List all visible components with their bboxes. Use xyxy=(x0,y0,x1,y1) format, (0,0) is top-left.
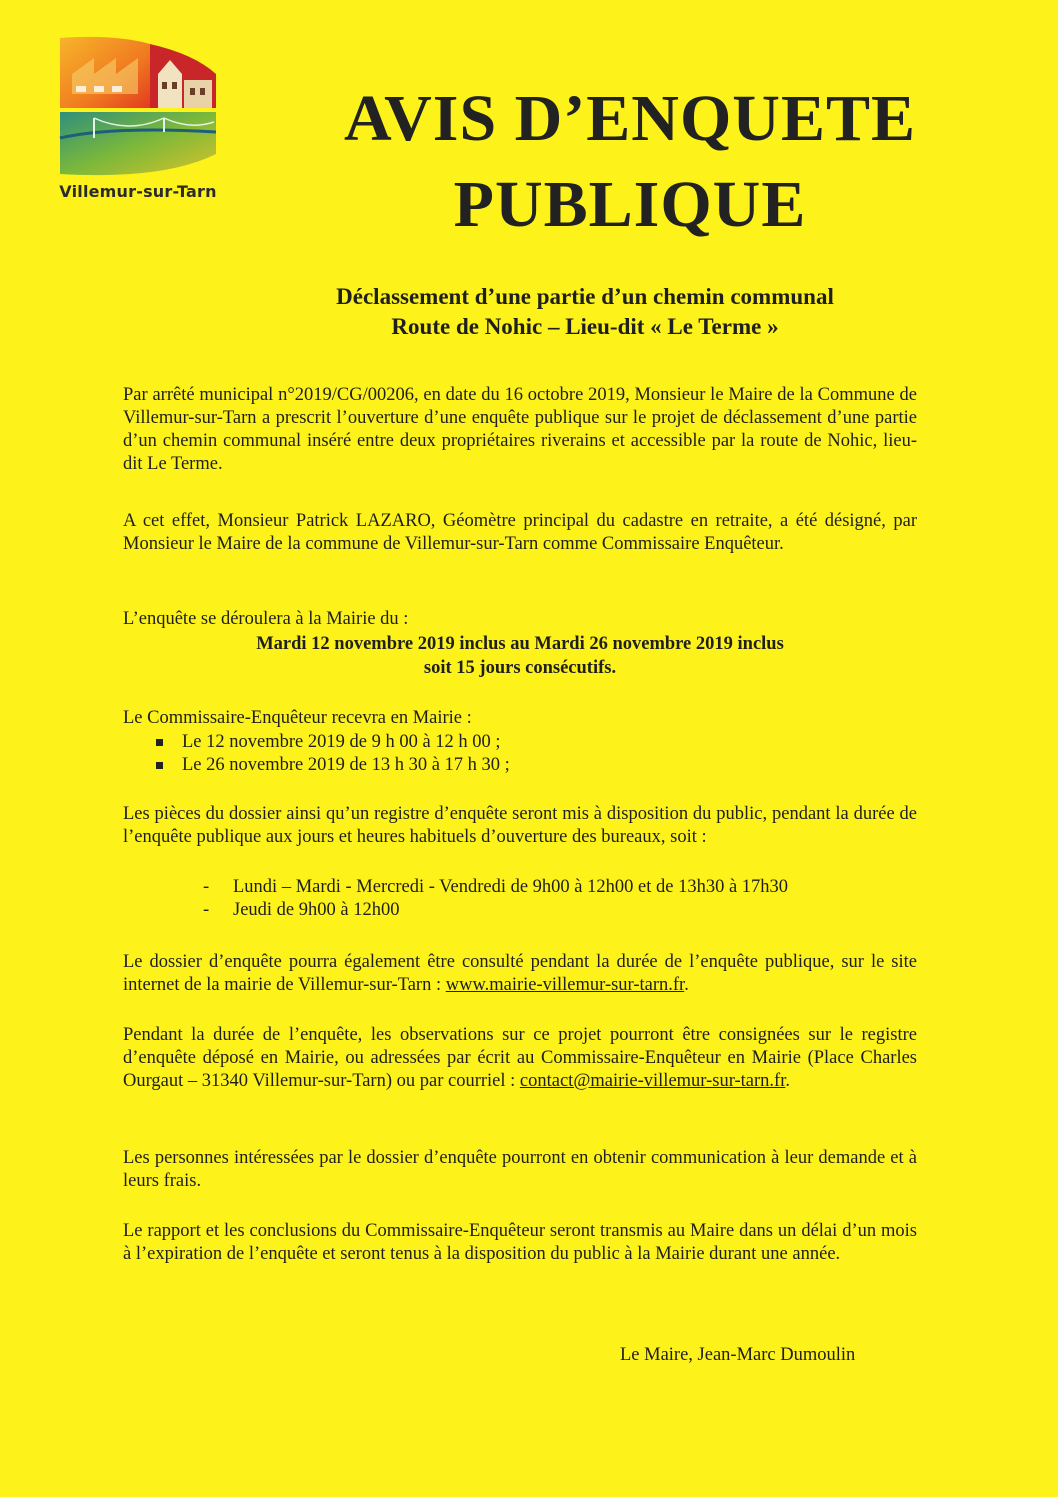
list-item xyxy=(203,899,788,922)
list-item-text: Lundi – Mardi - Mercredi - Vendredi de 9h00 à 12h00 et de 13h30 à 17h30 xyxy=(233,877,789,897)
sessions-list xyxy=(152,731,510,777)
page-subtitle xyxy=(200,282,970,342)
dash-bullet-icon: - xyxy=(203,900,210,920)
list-item-text: Le 12 novembre 2019 de 9 h 00 à 12 h 00 ; xyxy=(182,732,501,752)
paragraph-website xyxy=(123,951,917,997)
paragraph-decree: Par arrêté municipal n°2019/CG/00206, en date du 16 octobre 2019, Monsieur le Maire de la Commune de Villemur-sur-Tarn a prescrit l’ouverture d’une enquête publique sur le projet de déclassement d’une partie d’un chemin communal inséré entre deux propriétaires riverains et accessible par la route de Nohic, lieu-dit Le Terme. xyxy=(123,385,917,474)
hours-list xyxy=(203,876,788,922)
signature: Le Maire, Jean-Marc Dumoulin xyxy=(620,1345,856,1365)
square-bullet-icon xyxy=(156,739,163,746)
paragraph-commissioner: A cet effet, Monsieur Patrick LAZARO, Géomètre principal du cadastre en retraite, a été désigné, par Monsieur le Maire de la commune de Villemur-sur-Tarn comme Commissaire Enquêteur. xyxy=(123,511,917,554)
square-bullet-icon xyxy=(156,762,163,769)
subtitle-line-2: Route de Nohic – Lieu-dit « Le Terme » xyxy=(391,314,779,339)
paragraph-report: Le rapport et les conclusions du Commissaire-Enquêteur seront transmis au Maire dans un délai d’un mois à l’expiration de l’enquête et seront tenus à la disposition du public à la Mairie durant une année. xyxy=(123,1221,917,1264)
website-link[interactable]: www.mairie-villemur-sur-tarn.fr xyxy=(445,975,685,995)
list-item-text: Jeudi de 9h00 à 12h00 xyxy=(233,900,400,920)
logo-text: Villemur-sur-Tarn xyxy=(59,182,217,201)
paragraph-website-text: Le dossier d’enquête pourra également être consulté pendant la durée de l’enquête publique, sur le site internet de la mairie de Villemur-sur-Tarn : xyxy=(123,952,917,995)
dates-line-2: soit 15 jours consécutifs. xyxy=(423,658,617,678)
paragraph-dates-intro: L’enquête se déroulera à la Mairie du : xyxy=(123,609,409,629)
town-logo xyxy=(48,34,228,214)
paragraph-communication: Les personnes intéressées par le dossier d’enquête pourront en obtenir communication à leur demande et à leurs frais. xyxy=(123,1148,917,1191)
dash-bullet-icon: - xyxy=(203,877,210,897)
villemur-sur-tarn-logo-icon xyxy=(54,34,222,180)
title-line-1: AVIS D’ENQUETE xyxy=(343,82,917,155)
dates-line-1: Mardi 12 novembre 2019 inclus au Mardi 26 novembre 2019 inclus xyxy=(256,634,784,654)
paragraph-website-end: . xyxy=(684,975,689,995)
paragraph-observations-end: . xyxy=(785,1071,790,1091)
paragraph-observations-text: Pendant la durée de l’enquête, les observations sur ce projet pourront être consignées sur le registre d’enquête déposé en Mairie, ou adressées par écrit au Commissaire-Enquêteur en Mairie (Place Charles Ourgaut – 31340 Villemur-sur-Tarn) ou par courriel : xyxy=(123,1025,917,1091)
email-link[interactable]: contact@mairie-villemur-sur-tarn.fr xyxy=(519,1071,786,1091)
paragraph-sessions-intro: Le Commissaire-Enquêteur recevra en Mairie : xyxy=(123,708,472,728)
list-item xyxy=(152,731,510,754)
list-item xyxy=(203,876,788,899)
list-item xyxy=(152,754,510,777)
page-title xyxy=(230,76,1030,248)
list-item-text: Le 26 novembre 2019 de 13 h 30 à 17 h 30 ; xyxy=(182,755,510,775)
subtitle-line-1: Déclassement d’une partie d’un chemin communal xyxy=(336,284,834,309)
paragraph-documents: Les pièces du dossier ainsi qu’un registre d’enquête seront mis à disposition du public, pendant la durée de l’enquête publique aux jours et heures habituels d’ouverture des bureaux, soit : xyxy=(123,804,917,847)
paragraph-observations xyxy=(123,1024,917,1093)
title-line-2: PUBLIQUE xyxy=(453,168,807,241)
